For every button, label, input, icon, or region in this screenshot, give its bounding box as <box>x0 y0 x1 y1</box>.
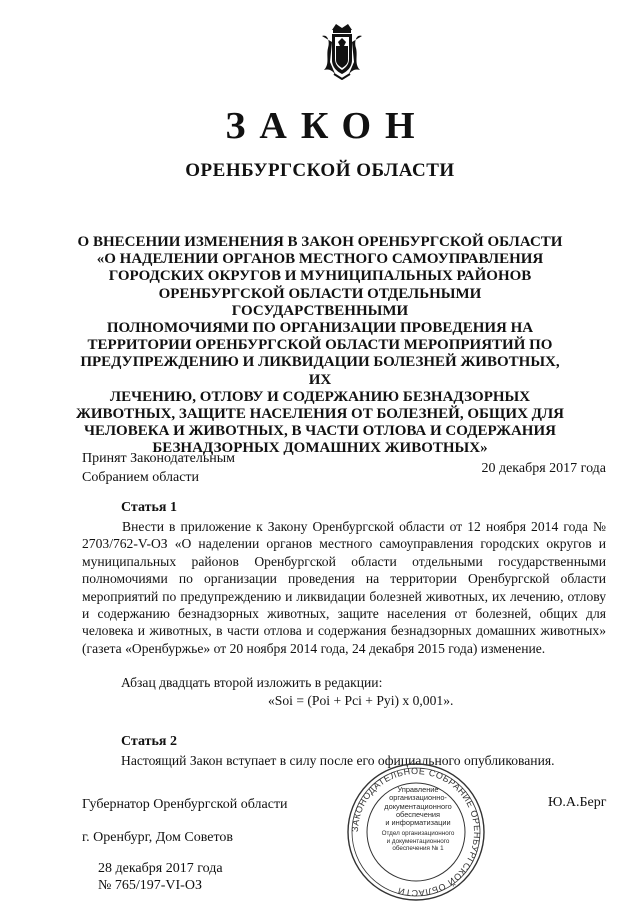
law-heading <box>70 234 570 458</box>
seal-line: обеспечения <box>395 809 441 819</box>
seal-line: Отдел организационного <box>381 830 455 838</box>
governor-title: Губернатор Оренбургской области <box>82 797 288 812</box>
governor-name: Ю.А.Берг <box>548 795 607 810</box>
seal-line: и информатизации <box>385 818 451 828</box>
seal-line: документационного <box>384 801 452 811</box>
heading-line: О ВНЕСЕНИИ ИЗМЕНЕНИЯ В ЗАКОН ОРЕНБУРГСКОЙ ОБЛАСТИ <box>77 234 563 250</box>
heading-line: ПОЛНОМОЧИЯМИ ПО ОРГАНИЗАЦИИ ПРОВЕДЕНИЯ НА <box>106 320 534 337</box>
signing-place: г. Оренбург, Дом Советов <box>82 830 233 845</box>
article-2-text: Настоящий Закон вступает в силу после его официального опубликования. <box>121 753 555 768</box>
law-number: № 765/197-VI-ОЗ <box>98 878 202 893</box>
heading-line: ЛЕЧЕНИЮ, ОТЛОВУ И СОДЕРЖАНИЮ БЕЗНАДЗОРНЫХ <box>109 388 531 405</box>
seal-inner-text <box>373 786 463 852</box>
signing-date: 28 декабря 2017 года <box>98 861 223 876</box>
article-1-text: Внести в приложение к Закону Оренбургской области от 12 ноября 2014 года № 2703/762-V-ОЗ «О наделении органов местного самоуправления городских округов и муниципальных районов Оренбургской области отдельными государственными полномочиями по организации проведения на территории Оренбургской области мероприятий по предупреждению и ликвидации болезней животных, их лечению, отлову и содержанию безнадзорных животных, защите населения от болезней, общих для человека и животных, в части отлова и содержания безнадзорных домашних животных» (газета «Оренбуржье» от 20 ноября 2014 года, 24 декабря 2015 года) изменение. <box>82 519 606 656</box>
seal-line: организационно- <box>389 793 447 803</box>
seal-line: обеспечения № 1 <box>392 844 444 852</box>
heading-line: БЕЗНАДЗОРНЫХ ДОМАШНИХ ЖИВОТНЫХ» <box>152 440 488 457</box>
heading-line: ТЕРРИТОРИИ ОРЕНБУРГСКОЙ ОБЛАСТИ МЕРОПРИЯТИЙ ПО <box>87 337 553 354</box>
seal-line: и документационного <box>386 837 450 845</box>
region-title: ОРЕНБУРГСКОЙ ОБЛАСТИ <box>185 160 455 181</box>
heading-line: «О НАДЕЛЕНИИ ОРГАНОВ МЕСТНОГО САМОУПРАВЛЕНИЯ <box>96 251 544 268</box>
adoption-line: Собранием области <box>82 470 200 485</box>
article-1-formula: «Soi = (Poi + Pci + Pyi) х 0,001». <box>268 693 454 708</box>
coat-of-arms-icon <box>318 22 366 80</box>
adoption-authority <box>82 449 235 487</box>
seal-ring-text: ЗАКОНОДАТЕЛЬНОЕ СОБРАНИЕ ОРЕНБУРГСКОЙ ОБЛАСТИ <box>349 765 483 899</box>
article-1-title: Статья 1 <box>121 500 177 515</box>
article-2-title: Статья 2 <box>121 734 177 749</box>
article-1-note: Абзац двадцать второй изложить в редакции: <box>121 675 383 690</box>
heading-line: ЧЕЛОВЕКА И ЖИВОТНЫХ, В ЧАСТИ ОТЛОВА И СОДЕРЖАНИЯ <box>84 423 556 440</box>
heading-line: ЖИВОТНЫХ, ЗАЩИТЕ НАСЕЛЕНИЯ ОТ БОЛЕЗНЕЙ, ОБЩИХ ДЛЯ <box>76 406 564 423</box>
law-title: ЗАКОН <box>225 105 429 147</box>
heading-line: ГОРОДСКИХ ОКРУГОВ И МУНИЦИПАЛЬНЫХ РАЙОНОВ <box>108 268 532 285</box>
adoption-date: 20 декабря 2017 года <box>481 461 606 476</box>
heading-line: ПРЕДУПРЕЖДЕНИЮ И ЛИКВИДАЦИИ БОЛЕЗНЕЙ ЖИВОТНЫХ, ИХ <box>80 354 560 388</box>
seal-line: Управление <box>397 785 439 794</box>
heading-line: ОРЕНБУРГСКОЙ ОБЛАСТИ ОТДЕЛЬНЫМИ ГОСУДАРСТВЕННЫМИ <box>158 285 482 319</box>
adoption-line: Принят Законодательным <box>82 451 235 466</box>
seal-department <box>373 830 463 852</box>
